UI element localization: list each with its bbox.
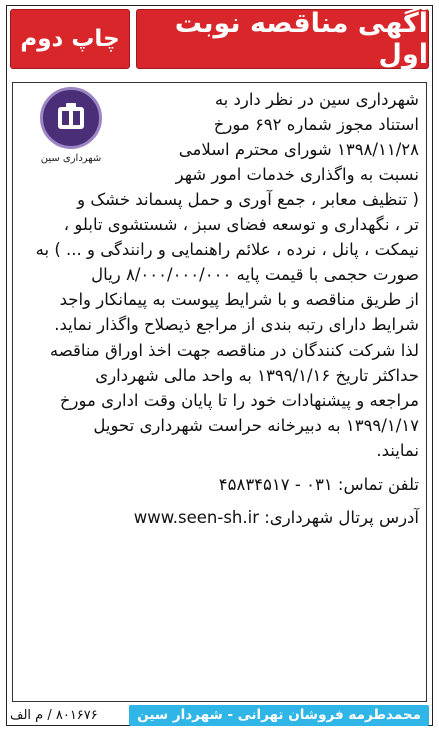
body-line: نیمکت ، پانل ، نرده ، علائم راهنمایی و رانندگی و ... ) به xyxy=(35,240,419,259)
body-line: شرایط دارای رتبه بندی از مراجع ذیصلاح واگذار نماید. xyxy=(54,315,419,334)
ad-footer xyxy=(10,705,429,726)
ad-header xyxy=(10,9,429,69)
logo-caption: شهرداری سین xyxy=(40,153,102,164)
body-line: حداکثر تاریخ ۱۳۹۹/۱/۱۶ به واحد مالی شهرداری xyxy=(95,366,419,385)
body-line: نسبت به واگذاری خدمات امور شهر xyxy=(175,165,419,184)
edition-label: چاپ دوم xyxy=(10,9,130,69)
phone-line: تلفن تماس: ۰۳۱ - ۴۵۸۳۴۵۱۷ xyxy=(218,475,419,494)
body-line: مراجعه و پیشنهادات خود را تا پایان وقت اداری مورخ xyxy=(59,391,419,410)
body-line: شهرداری سین در نظر دارد به xyxy=(214,90,419,109)
body-line: ( تنظیف معابر ، جمع آوری و حمل پسماند خشک و xyxy=(77,190,419,209)
body-line: استناد مجوز شماره ۶۹۲ مورخ xyxy=(213,115,419,134)
body-line: ۱۳۹۹/۱/۱۷ به دبیرخانه حراست شهرداری تحویل xyxy=(93,416,419,435)
body-line: تر ، نگهداری و توسعه فضای سبز ، شستشوی تابلو ، xyxy=(63,215,419,234)
municipality-emblem-icon xyxy=(40,87,102,149)
body-line: ۱۳۹۸/۱۱/۲۸ شورای محترم اسلامی xyxy=(178,140,419,159)
body-line: لذا شرکت کنندگان در مناقصه جهت اخذ اوراق مناقصه xyxy=(49,341,419,360)
body-line: صورت حجمی با قیمت پایه ۸/۰۰۰/۰۰۰/۰۰۰ ریال xyxy=(91,265,419,284)
reference-number: ۸۰۱۶۷۶ / م الف xyxy=(10,708,98,723)
ad-title: آگهی مناقصه نوبت اول xyxy=(136,9,429,69)
municipality-logo xyxy=(20,87,122,179)
body-line: نمایند. xyxy=(376,441,419,460)
body-line: از طریق مناقصه و با شرایط پیوست به پیمانکار واجد xyxy=(59,290,419,309)
portal-line: آدرس پرتال شهرداری: www.seen-sh.ir xyxy=(133,508,419,527)
signature-badge: محمدطرمه فروشان تهرانی - شهردار سین xyxy=(129,705,429,726)
